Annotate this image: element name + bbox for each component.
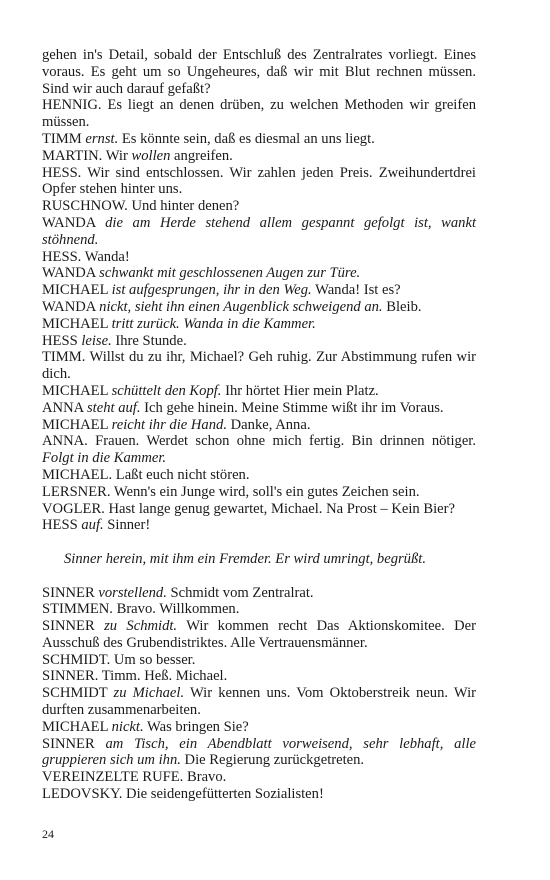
text-run: SINNER: [42, 735, 106, 752]
dialogue-line: [42, 618, 476, 652]
dialogue-line: [42, 333, 476, 350]
text-run: TIMM: [42, 130, 86, 147]
dialogue-line: [42, 349, 476, 383]
dialogue-line: [42, 265, 476, 282]
dialogue-line: [42, 215, 476, 249]
text-run: VOGLER. Hast lange genug gewartet, Michael. Na Prost – Kein Bier?: [42, 500, 455, 517]
italic-text: schüttelt den Kopf.: [111, 382, 222, 399]
italic-text: ernst.: [85, 130, 119, 147]
italic-text: wollen: [131, 147, 171, 164]
dialogue-line: [42, 198, 476, 215]
dialogue-line: [42, 517, 476, 534]
dialogue-line: [42, 501, 476, 518]
dialogue-line: [42, 484, 476, 501]
italic-text: nickt.: [111, 718, 144, 735]
text-run: SINNER. Timm. Heß. Michael.: [42, 668, 228, 685]
text-run: Wanda! Ist es?: [311, 282, 401, 299]
dialogue-line: [42, 769, 476, 786]
italic-text: vorstellend.: [98, 584, 167, 601]
dialogue-line: [42, 131, 476, 148]
italic-text: zu Schmidt.: [104, 618, 178, 635]
text-run: SCHMIDT: [42, 685, 114, 702]
stage-direction: [42, 551, 476, 568]
text-run: Wir kennen uns. Vom Oktoberstreik neun. Wir durften zusammenarbeiten.: [42, 685, 476, 719]
text-run: VEREINZELTE RUFE. Bravo.: [42, 769, 227, 786]
dialogue-line: [42, 148, 476, 165]
dialogue-line: [42, 736, 476, 770]
text-run: STIMMEN. Bravo. Willkommen.: [42, 601, 240, 618]
italic-text: steht auf.: [87, 399, 141, 416]
text-run: TIMM. Willst du zu ihr, Michael? Geh ruhig. Zur Abstimmung rufen wir dich.: [42, 349, 476, 383]
italic-text: leise.: [81, 332, 112, 349]
italic-text: Folgt in die Kammer.: [42, 450, 167, 467]
dialogue-line: [42, 786, 476, 803]
text-run: Sinner!: [103, 517, 151, 534]
italic-text: Sinner herein, mit ihm ein Fremder. Er wird umringt, begrüßt.: [64, 550, 426, 567]
text-run: WANDA: [42, 298, 100, 315]
text-run: HESS. Wir sind entschlossen. Wir zahlen jeden Preis. Zweihundertdrei Opfer stehen hinter uns.: [42, 164, 476, 198]
dialogue-line: [42, 719, 476, 736]
text-run: HESS. Wanda!: [42, 248, 130, 265]
text-run: ANNA: [42, 399, 87, 416]
text-run: ANNA. Frauen. Werdet schon ohne mich fertig. Bin drinnen nötiger.: [42, 433, 476, 450]
italic-text: die am Herde stehend allem gespannt gefolgt ist, wankt stöhnend.: [42, 214, 476, 248]
text-run: MICHAEL: [42, 416, 112, 433]
text-run: WANDA: [42, 214, 106, 231]
text-run: Bleib.: [382, 298, 422, 315]
text-run: MICHAEL: [42, 315, 112, 332]
italic-text: schwankt mit geschlossenen Augen zur Türe.: [99, 265, 361, 282]
dialogue-line: [42, 685, 476, 719]
dialogue-line: [42, 601, 476, 618]
text-run: MICHAEL. Laßt euch nicht stören.: [42, 466, 250, 483]
text-run: Wir kommen recht Das Aktionskomitee. Der Ausschuß des Grubendistriktes. Alle Vertrauensmänner.: [42, 618, 476, 651]
dialogue-line: [42, 433, 476, 467]
dialogue-line: [42, 652, 476, 669]
text-run: Ihre Stunde.: [111, 332, 187, 349]
text-run: MARTIN. Wir: [42, 147, 132, 164]
dialogue-line: [42, 282, 476, 299]
dialogue-line: [42, 47, 476, 97]
text-run: LEDOVSKY. Die seidengefütterten Sozialisten!: [42, 786, 324, 803]
text-run: gehen in's Detail, sobald der Entschluß des Zentralrates vorliegt. Eines voraus. Es geht um so Ungeheures, daß wir mit Blut rechnen müssen. Sind wir auch darauf gefaßt?: [42, 47, 476, 97]
text-run: Die Regierung zurückgetreten.: [180, 752, 365, 769]
italic-text: zu Michael.: [113, 685, 185, 702]
dialogue-line: [42, 668, 476, 685]
italic-text: nickt, sieht ihn einen Augenblick schweigend an.: [99, 298, 383, 315]
dialogue-line: [42, 467, 476, 484]
text-run: Ihr hörtet Hier mein Platz.: [221, 382, 379, 399]
dialogue-line: [42, 383, 476, 400]
text-run: SCHMIDT. Um so besser.: [42, 651, 196, 668]
italic-text: ist aufgesprungen, ihr in den Weg.: [111, 282, 312, 299]
italic-text: am Tisch, ein Abendblatt vorweisend, sehr lebhaft, alle gruppieren sich um ihn.: [42, 735, 476, 769]
page-number: 24: [42, 827, 54, 841]
italic-text: tritt zurück. Wanda in die Kammer.: [111, 315, 316, 332]
dialogue-line: [42, 417, 476, 434]
dialogue-line: [42, 316, 476, 333]
text-run: HESS: [42, 517, 82, 534]
text-run: WANDA: [42, 265, 100, 282]
dialogue-line: [42, 97, 476, 131]
dialogue-line: [42, 165, 476, 199]
dialogue-line: [42, 249, 476, 266]
text-run: MICHAEL: [42, 382, 112, 399]
text-run: SINNER: [42, 584, 99, 601]
dialogue-line: [42, 400, 476, 417]
text-run: MICHAEL: [42, 282, 112, 299]
text-run: Was bringen Sie?: [143, 718, 249, 735]
text-run: Es könnte sein, daß es diesmal an uns liegt.: [118, 130, 375, 147]
italic-text: reicht ihr die Hand.: [111, 416, 227, 433]
text-run: angreifen.: [170, 147, 233, 164]
text-run: HESS: [42, 332, 82, 349]
text-run: HENNIG. Es liegt an denen drüben, zu welchen Methoden wir greifen müssen.: [42, 97, 476, 131]
text-run: LERSNER. Wenn's ein Junge wird, soll's ein gutes Zeichen sein.: [42, 483, 420, 500]
play-text: [42, 47, 476, 803]
text-run: MICHAEL: [42, 718, 112, 735]
text-run: RUSCHNOW. Und hinter denen?: [42, 198, 240, 215]
text-run: Danke, Anna.: [226, 416, 311, 433]
text-run: Ich gehe hinein. Meine Stimme wißt ihr im Voraus.: [140, 399, 444, 416]
dialogue-line: [42, 585, 476, 602]
text-run: Schmidt vom Zentralrat.: [166, 584, 314, 601]
dialogue-line: [42, 299, 476, 316]
italic-text: auf.: [81, 517, 104, 534]
text-run: SINNER: [42, 618, 105, 635]
